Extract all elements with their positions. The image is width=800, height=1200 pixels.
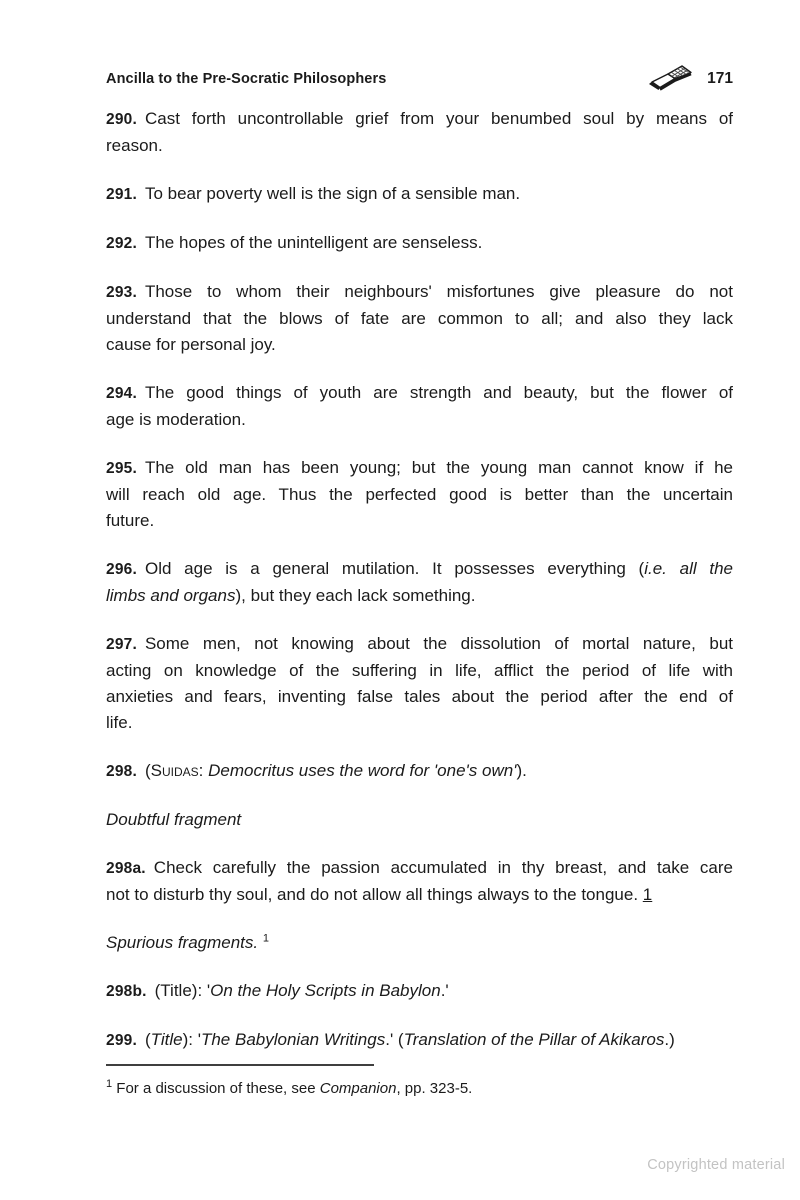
text-segment: .) bbox=[664, 1030, 675, 1049]
text-segment: Suidas bbox=[150, 761, 199, 780]
text-segment: ). bbox=[516, 761, 527, 780]
fragment-299 bbox=[106, 1027, 733, 1054]
text-segment: ( bbox=[144, 761, 151, 780]
text-segment: On the Holy Scripts in Babylon bbox=[210, 981, 441, 1000]
fragment-298b bbox=[106, 978, 733, 1005]
text-segment: 1 bbox=[262, 932, 269, 945]
text-segment: Check carefully the passion accumulated in thy breast, and take care bbox=[153, 858, 733, 877]
text-line bbox=[106, 407, 733, 433]
text-line bbox=[106, 482, 733, 508]
fragment-292 bbox=[106, 230, 733, 257]
text-segment: To bear poverty well is the sign of a sensible man. bbox=[144, 184, 521, 203]
text-segment: understand that the blows of fate are common to all; and also they lack bbox=[106, 309, 733, 328]
text-segment: The hopes of the unintelligent are senseless. bbox=[144, 233, 483, 252]
text-segment: 292. bbox=[106, 235, 137, 252]
text-segment: The old man has been young; but the young man cannot know if he bbox=[144, 458, 733, 477]
text-line bbox=[106, 978, 733, 1005]
fragment-295 bbox=[106, 455, 733, 534]
page-number: 171 bbox=[707, 70, 733, 87]
text-segment: 290. bbox=[106, 111, 137, 128]
text-segment: 298. bbox=[106, 763, 137, 780]
text-segment: Companion bbox=[319, 1080, 397, 1097]
text-segment: For a discussion of these, see bbox=[112, 1080, 320, 1097]
text-segment: The Babylonian Writings bbox=[200, 1030, 386, 1049]
text-segment: , pp. 323-5. bbox=[396, 1080, 473, 1097]
text-segment: 293. bbox=[106, 284, 137, 301]
text-segment: Doubtful fragment bbox=[106, 810, 242, 829]
text-segment: age is moderation. bbox=[106, 410, 246, 429]
text-segment: life. bbox=[106, 713, 133, 732]
fragment-294 bbox=[106, 380, 733, 433]
text-line bbox=[106, 455, 733, 482]
text-segment: 291. bbox=[106, 186, 137, 203]
text-segment: 296. bbox=[106, 561, 137, 578]
text-segment: Title bbox=[150, 1030, 183, 1049]
header-right bbox=[648, 62, 733, 96]
fragment-298a bbox=[106, 855, 733, 908]
text-segment: Spurious fragments. bbox=[106, 933, 259, 952]
page-header bbox=[106, 62, 733, 96]
text-segment: ( bbox=[144, 1030, 151, 1049]
text-segment: ): ' bbox=[182, 1030, 201, 1049]
text-line bbox=[106, 181, 733, 208]
text-line bbox=[106, 508, 733, 534]
text-line bbox=[106, 230, 733, 257]
footnote bbox=[106, 1078, 733, 1100]
text-line bbox=[106, 1078, 733, 1100]
spurious-fragments-heading bbox=[106, 930, 733, 956]
text-segment: Cast forth uncontrollable grief from your benumbed soul by means of bbox=[144, 109, 733, 128]
text-line bbox=[106, 758, 733, 785]
text-segment: not to disturb thy soul, and do not allow all things always to the tongue. bbox=[106, 885, 643, 904]
text-segment: Some men, not knowing about the dissolution of mortal nature, but bbox=[144, 634, 733, 653]
open-book-icon bbox=[648, 62, 694, 96]
fragment-297 bbox=[106, 631, 733, 736]
text-line bbox=[106, 631, 733, 658]
fragment-298 bbox=[106, 758, 733, 785]
text-segment: acting on knowledge of the suffering in life, afflict the period of life with bbox=[106, 661, 733, 680]
text-segment: ), but they each lack something. bbox=[235, 586, 476, 605]
text-line bbox=[106, 684, 733, 710]
text-segment: will reach old age. Thus the perfected good is better than the uncertain bbox=[106, 485, 733, 504]
text-line bbox=[106, 710, 733, 736]
footnote-link[interactable]: 1 bbox=[642, 885, 653, 904]
fragment-296 bbox=[106, 556, 733, 609]
text-segment: limbs and organs bbox=[106, 586, 236, 605]
footnote-separator bbox=[106, 1064, 374, 1066]
doubtful-fragment-heading bbox=[106, 807, 733, 833]
text-segment: 297. bbox=[106, 636, 137, 653]
page-body bbox=[106, 106, 733, 1076]
text-line bbox=[106, 380, 733, 407]
text-segment: future. bbox=[106, 511, 155, 530]
text-line bbox=[106, 583, 733, 609]
text-segment: .' bbox=[440, 981, 449, 1000]
text-segment: .' ( bbox=[385, 1030, 404, 1049]
text-segment: Those to whom their neighbours' misfortunes give pleasure do not bbox=[144, 282, 733, 301]
text-segment: Translation of the Pillar of Akikaros bbox=[403, 1030, 665, 1049]
running-title: Ancilla to the Pre-Socratic Philosophers bbox=[106, 71, 387, 87]
text-line bbox=[106, 658, 733, 684]
text-segment: 1 bbox=[106, 1078, 113, 1090]
text-segment: reason. bbox=[106, 136, 163, 155]
text-line bbox=[106, 279, 733, 306]
footnote-area bbox=[106, 1064, 733, 1100]
fragment-291 bbox=[106, 181, 733, 208]
text-segment: The good things of youth are strength and beauty, but the flower of bbox=[144, 383, 733, 402]
text-segment: i.e. all the bbox=[644, 559, 734, 578]
text-segment: Old age is a general mutilation. It possesses everything ( bbox=[144, 559, 645, 578]
text-line bbox=[106, 133, 733, 159]
text-segment: : bbox=[198, 761, 209, 780]
text-line bbox=[106, 1027, 733, 1054]
fragment-293 bbox=[106, 279, 733, 358]
text-segment: 299. bbox=[106, 1032, 137, 1049]
text-segment: cause for personal joy. bbox=[106, 335, 276, 354]
text-segment: 295. bbox=[106, 460, 137, 477]
text-segment: 298b. bbox=[106, 983, 147, 1000]
text-line bbox=[106, 930, 733, 956]
text-line bbox=[106, 306, 733, 332]
copyright-watermark: Copyrighted material bbox=[647, 1157, 785, 1173]
text-line bbox=[106, 807, 733, 833]
text-line bbox=[106, 556, 733, 583]
text-segment: (Title): ' bbox=[154, 981, 211, 1000]
text-line bbox=[106, 882, 733, 908]
text-line bbox=[106, 106, 733, 133]
text-segment: Democritus uses the word for 'one's own' bbox=[208, 761, 517, 780]
text-segment: 298a. bbox=[106, 860, 146, 877]
fragment-290 bbox=[106, 106, 733, 159]
text-line bbox=[106, 855, 733, 882]
text-segment: anxieties and fears, inventing false tales about the period after the end of bbox=[106, 687, 733, 706]
text-segment: 294. bbox=[106, 385, 137, 402]
text-line bbox=[106, 332, 733, 358]
